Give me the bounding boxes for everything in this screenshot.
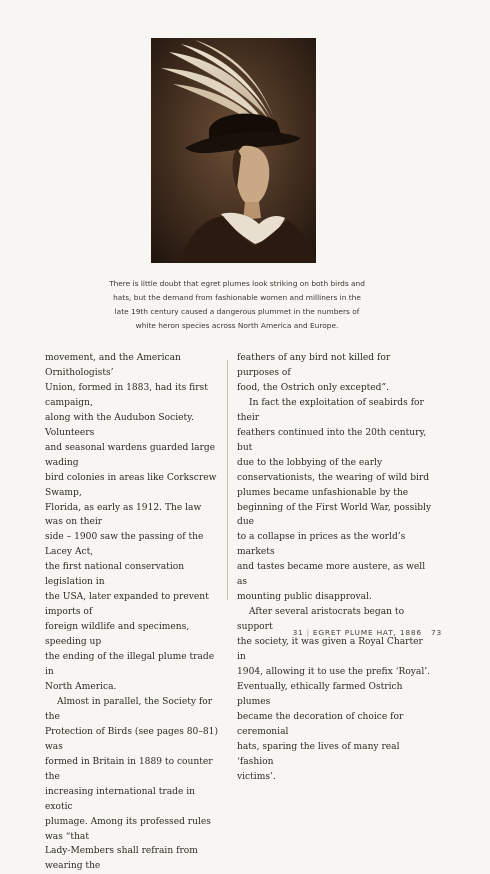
body-line: side – 1900 saw the passing of the Lacey Act, — [45, 532, 204, 558]
body-line: movement, and the American Ornithologists’ — [45, 353, 181, 378]
caption-line: late 19th century caused a dangerous plummet in the numbers of — [114, 307, 360, 316]
body-line: Eventually, ethically farmed Ostrich plumes — [237, 681, 403, 707]
body-line: beginning of the First World War, possibly due — [237, 502, 432, 528]
body-line: After several aristocrats began to support — [237, 607, 405, 633]
body-line: increasing international trade in exotic — [45, 786, 195, 812]
body-line: the USA, later expanded to prevent imports of — [45, 592, 209, 618]
body-line: hats, sparing the lives of many real ‘fashion — [237, 741, 400, 767]
body-line: Protection of Birds (see pages 80–81) was — [45, 726, 219, 752]
body-line: formed in Britain in 1889 to counter the — [45, 756, 213, 782]
body-line: Union, formed in 1883, had its first campaign, — [45, 382, 208, 408]
body-line: In fact the exploitation of seabirds for their — [237, 397, 424, 423]
body-line: bird colonies in areas like Corkscrew Swamp, — [45, 472, 217, 498]
chapter-title: EGRET PLUME HAT, 1886 — [312, 628, 422, 637]
body-line: Almost in parallel, the Society for the — [45, 696, 213, 722]
body-line: Lady-Members shall refrain from wearing the — [45, 846, 198, 872]
body-line: to a collapse in prices as the world’s markets — [237, 532, 406, 558]
photo-caption — [92, 277, 382, 333]
body-line: feathers continued into the 20th century, but — [237, 427, 427, 453]
body-line: Florida, as early as 1912. The law was on their — [45, 502, 202, 528]
column-divider — [227, 360, 228, 600]
body-line: feathers of any bird not killed for purposes of — [237, 353, 391, 378]
caption-line: white heron species across North America and Europe. — [135, 321, 339, 330]
chapter-number: 31 — [292, 628, 304, 637]
body-line: foreign wildlife and specimens, speeding up — [45, 622, 190, 648]
body-line: victims’. — [237, 771, 276, 782]
page-number: 73 — [430, 628, 442, 637]
body-line: along with the Audubon Society. Volunteers — [45, 412, 194, 438]
body-line: and tastes became more austere, as well as — [237, 562, 426, 588]
body-line: plumes became unfashionable by the — [237, 487, 409, 498]
body-line: plumage. Among its professed rules was “that — [45, 816, 211, 842]
body-line: food, the Ostrich only excepted”. — [237, 382, 390, 393]
body-column-left — [45, 351, 221, 874]
portrait-illustration — [151, 38, 316, 263]
body-line: North America. — [45, 681, 117, 692]
body-line: the first national conservation legislation in — [45, 562, 185, 588]
footer-separator: | — [306, 628, 310, 637]
body-line: the ending of the illegal plume trade in — [45, 652, 215, 678]
body-line: due to the lobbying of the early — [237, 457, 383, 468]
sepia-portrait-photo — [151, 38, 316, 263]
caption-line: hats, but the demand from fashionable women and milliners in the — [113, 293, 361, 302]
body-line: and seasonal wardens guarded large wading — [45, 442, 216, 468]
body-line: 1904, allowing it to use the prefix ‘Royal’. — [237, 667, 431, 678]
body-column-right — [237, 351, 433, 785]
body-line: the society, it was given a Royal Charter in — [237, 637, 423, 663]
body-line: conservationists, the wearing of wild bird — [237, 472, 430, 483]
caption-line: There is little doubt that egret plumes look striking on both birds and — [109, 279, 365, 288]
page-footer — [293, 628, 442, 637]
body-line: became the decoration of choice for ceremonial — [237, 711, 404, 737]
body-line: mounting public disapproval. — [237, 592, 372, 603]
